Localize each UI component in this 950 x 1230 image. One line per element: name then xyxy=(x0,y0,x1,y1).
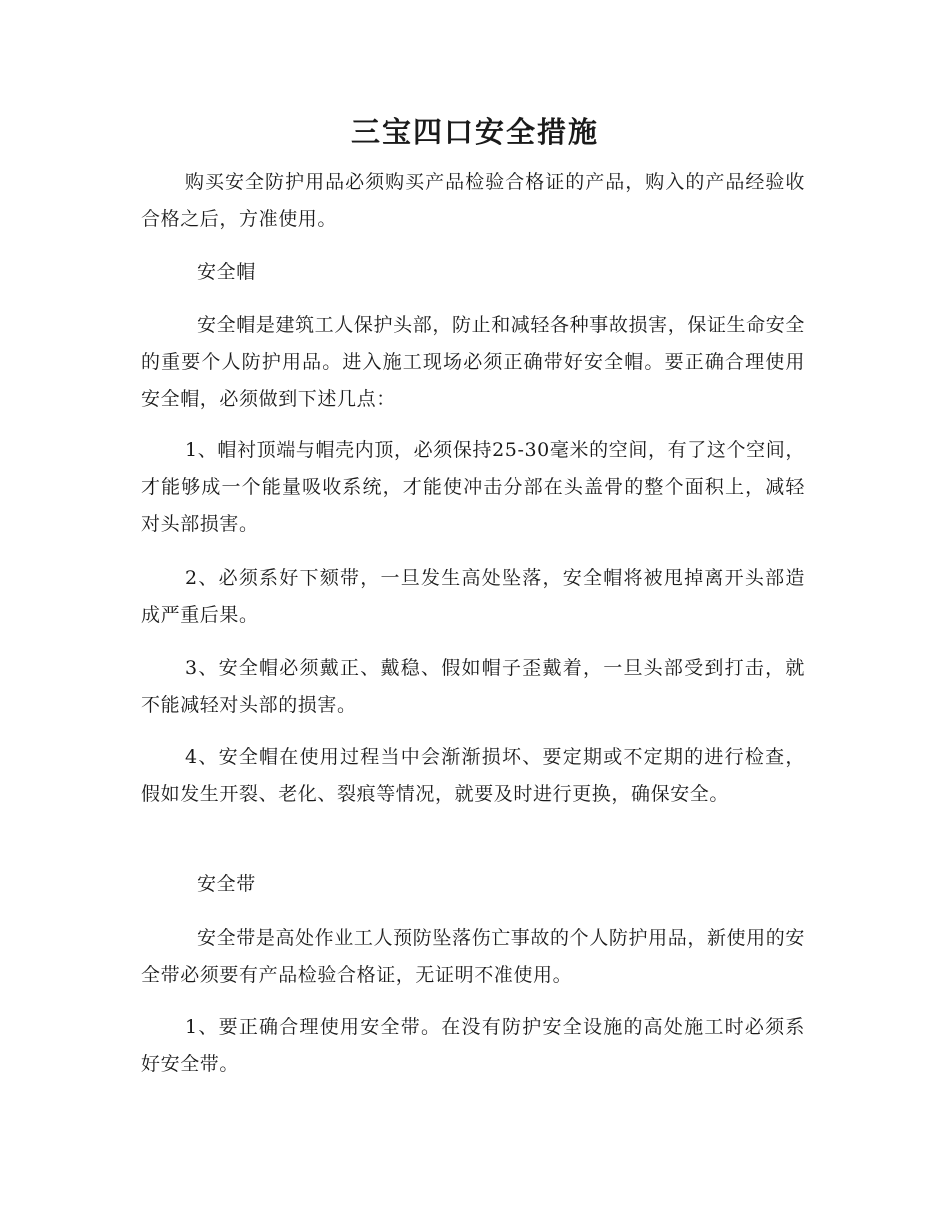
helmet-rule-4: 4、安全帽在使用过程当中会渐渐损坏、要定期或不定期的进行检查，假如发生开裂、老化、裂痕等情况，就要及时进行更换，确保安全。 xyxy=(141,746,805,805)
helmet-rule-3: 3、安全帽必须戴正、戴稳、假如帽子歪戴着，一旦头部受到打击，就不能减轻对头部的损害。 xyxy=(141,657,805,716)
helmet-rule-1: 1、帽衬顶端与帽壳内顶，必须保持25-30毫米的空间，有了这个空间，才能够成一个能量吸收系统，才能使冲击分部在头盖骨的整个面积上，减轻对头部损害。 xyxy=(141,439,805,535)
section-heading-helmet: 安全帽 xyxy=(197,261,256,283)
belt-rule-1: 1、要正确合理使用安全带。在没有防护安全设施的高处施工时必须系好安全带。 xyxy=(141,1016,805,1075)
belt-intro-paragraph: 安全带是高处作业工人预防坠落伤亡事故的个人防护用品，新使用的安全带必须要有产品检验合格证，无证明不准使用。 xyxy=(141,927,805,986)
section-heading-belt: 安全带 xyxy=(197,873,256,895)
page-title: 三宝四口安全措施 xyxy=(350,115,599,149)
helmet-rule-2: 2、必须系好下颏带，一旦发生高处坠落，安全帽将被甩掉离开头部造成严重后果。 xyxy=(141,567,805,626)
intro-paragraph: 购买安全防护用品必须购买产品检验合格证的产品，购入的产品经验收合格之后，方准使用。 xyxy=(141,171,805,230)
helmet-intro-paragraph: 安全帽是建筑工人保护头部，防止和减轻各种事故损害，保证生命安全的重要个人防护用品。进入施工现场必须正确带好安全帽。要正确合理使用安全帽，必须做到下述几点： xyxy=(141,314,805,410)
